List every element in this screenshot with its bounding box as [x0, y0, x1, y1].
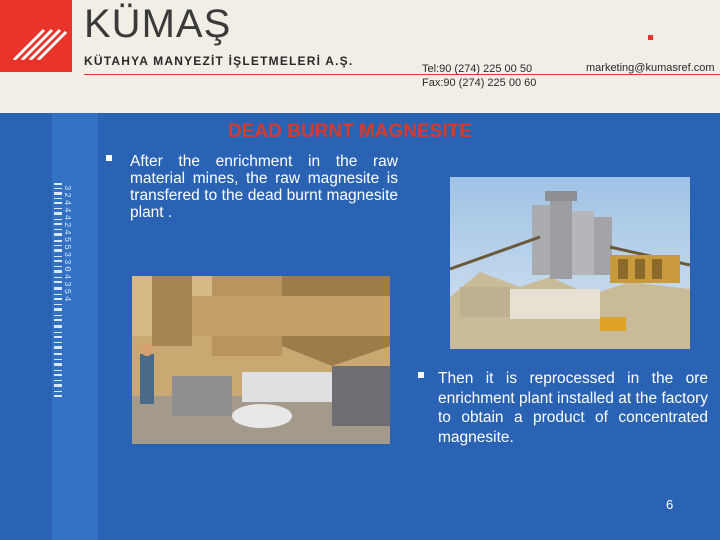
- page-number: 6: [666, 497, 674, 512]
- slide-title-text: DEAD BURNT MAGNESITE: [228, 121, 472, 142]
- paragraph-2-text: Then it is reprocessed in the ore enrichment plant installed at the factory to obtain a product of concentrated magnesite.: [438, 370, 708, 446]
- fax: Fax:90 (274) 225 00 60: [422, 77, 537, 89]
- bullet-paragraph-2: [418, 369, 708, 447]
- company-logo: [0, 0, 72, 72]
- contact-info: [422, 62, 536, 90]
- slide-body: [0, 113, 720, 540]
- brand-name: KÜMAŞ: [84, 2, 232, 46]
- paragraph-1-text: After the enrichment in the raw material mines, the raw magnesite is transfered to the dead burnt magnesite plant .: [130, 153, 398, 221]
- bullet-paragraph-1: [106, 153, 398, 221]
- slide-title: [0, 121, 720, 143]
- company-full-name: KÜTAHYA MANYEZİT İŞLETMELERİ A.Ş.: [84, 54, 354, 68]
- plant-photo: [450, 177, 690, 349]
- bullet-square-icon: [418, 372, 424, 378]
- accent-dot: [648, 35, 653, 40]
- email-link[interactable]: marketing@kumasref.com: [586, 62, 715, 74]
- header: [0, 0, 720, 113]
- tel: Tel:90 (274) 225 00 50: [422, 63, 533, 75]
- interior-photo: [132, 276, 390, 444]
- bullet-square-icon: [106, 155, 112, 161]
- barcode-digits: 3244424553304354: [62, 185, 72, 304]
- header-divider: [84, 74, 720, 75]
